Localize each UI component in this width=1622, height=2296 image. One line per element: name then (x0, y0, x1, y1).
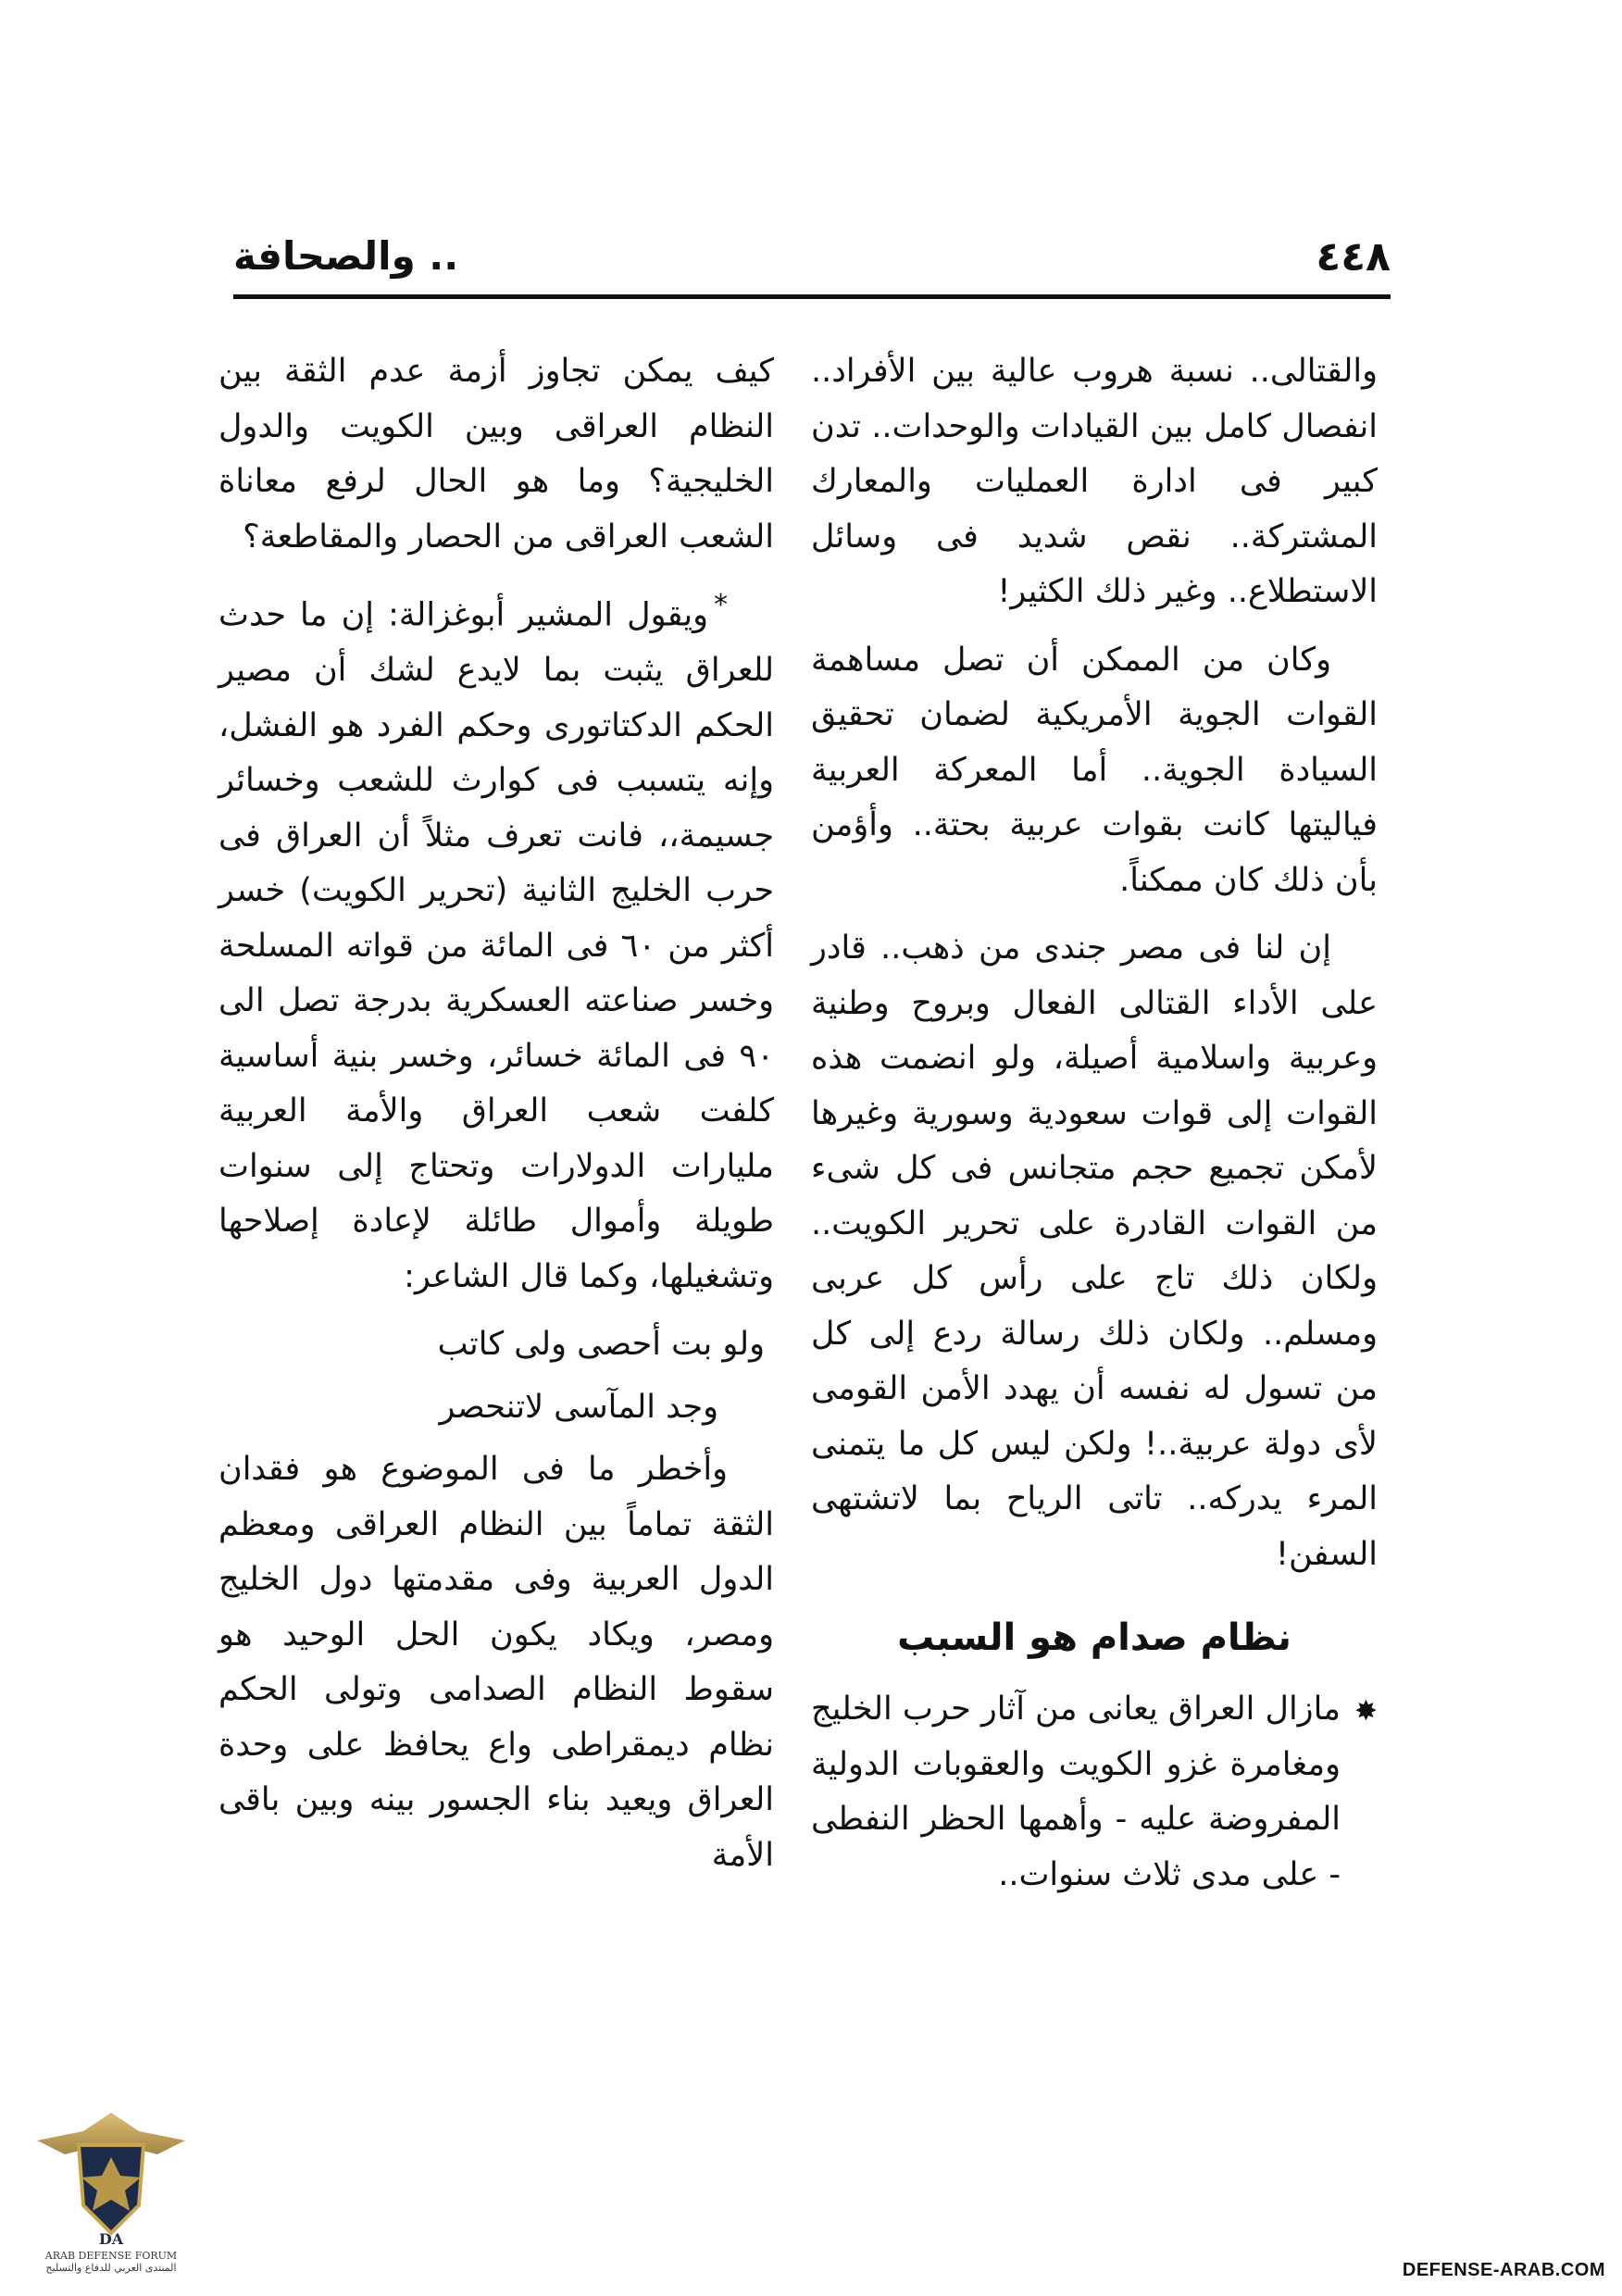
page-number: ٤٤٨ (1316, 233, 1391, 281)
header-divider (233, 294, 1391, 299)
watermark-caption (28, 2250, 194, 2274)
paragraph: إن لنا فى مصر جندى من ذهب.. قادر على الأداء القتالى الفعال وبروح وطنية وعربية واسلامية أصيلة، ولو انضمت هذه القوات إلى قوات سعودية وسورية وغيرها لأمكن تجميع حجم متجانس فى كل شىء من القوات القادرة على تحرير الكويت.. ولكان ذلك تاج على رأس كل عربى ومسلم.. ولكان ذلك رسالة ردع إلى كل من تسول له نفسه أن يهدد الأمن القومى لأى دولة عربية..! ولكن ليس كل ما يتمنى المرء يدركه.. تاتى الرياح بما لاتشتهى السفن! (811, 930, 1378, 1573)
watermark-line2: المنتدى العربي للدفاع والتسليح (45, 2262, 177, 2274)
shield-emblem-icon (28, 2103, 194, 2252)
asterisk-icon: * (714, 589, 728, 621)
forum-logo (28, 2103, 194, 2279)
paragraph-text: ويقول المشير أبوغزالة: إن ما حدث للعراق يثبت بما لايدع لشك أن مصير الحكم الدكتاتورى وحكم الفرد هو الفشل، وإنه يتسبب فى كوارث للشعب وخسائر جسيمة،، فانت تعرف مثلاً أن العراق فى حرب الخليج الثانية (تحرير الكويت) خسر أكثر من ٦٠ فى المائة من قواته المسلحة وخسر صناعته العسكرية بدرجة تصل الى ٩٠ فى المائة خسائر، وخسر بنية أساسية كلفت شعب العراق والأمة العربية مليارات الدولارات وتحتاج إلى سنوات طويلة وأموال طائلة لإعادة إصلاحها وتشغيلها، وكما قال الشاعر: (218, 596, 775, 1295)
paragraph (218, 578, 774, 1304)
running-title: .. والصحافة (233, 233, 459, 279)
bullet-icon: ✸ (1354, 1695, 1378, 1728)
site-url: DEFENSE-ARAB.COM (1402, 2260, 1605, 2280)
page-header (233, 215, 1391, 298)
watermark-line1: ARAB DEFENSE FORUM (44, 2250, 178, 2262)
bullet-text: مازال العراق يعانى من آثار حرب الخليج ومغامرة غزو الكويت والعقوبات الدولية المفروضة عليه - وأهمها الحظر النفطى - على مدى ثلاث سنوات.. (811, 1691, 1341, 1893)
right-column (811, 344, 1378, 1915)
paragraph: وأخطر ما فى الموضوع هو فقدان الثقة تماماً بين النظام العراقى ومعظم الدول العربية وفى مقدمتها دول الخليج ومصر، ويكاد يكون الحل الوحيد هو سقوط النظام الصدامى وتولى الحكم نظام ديمقراطى واع يحافظ على وحدة العراق ويعيد بناء الجسور بينه وبين باقى الأمة (218, 1451, 774, 1874)
verse-line: ولو بت أحصى ولى كاتب (437, 1326, 765, 1364)
paragraph: وكان من الممكن أن تصل مساهمة القوات الجوية الأمريكية لضمان تحقيق السيادة الجوية.. أما المعركة العربية فياليتها كانت بقوات عربية بحتة.. وأؤمن بأن ذلك كان ممكناً. (811, 641, 1378, 899)
paragraph: كيف يمكن تجاوز أزمة عدم الثقة بين النظام العراقى وبين الكويت والدول الخليجية؟ وما هو الحال لرفع معاناة الشعب العراقى من الحصار والمقاطعة؟ (218, 353, 774, 555)
section-heading: نظام صدام هو السبب (897, 1616, 1291, 1659)
logo-letters: DA (98, 2230, 124, 2248)
bullet-paragraph (811, 1682, 1378, 1903)
verse-line: وجد المآسى لاتنحصر (439, 1388, 718, 1426)
left-column (218, 344, 774, 1896)
paragraph: والقتالى.. نسبة هروب عالية بين الأفراد.. انفصال كامل بين القيادات والوحدات.. تدن كبير فى ادارة العمليات والمعارك المشتركة.. نقص شديد فى وسائل الاستطلاع.. وغير ذلك الكثير! (811, 353, 1378, 610)
